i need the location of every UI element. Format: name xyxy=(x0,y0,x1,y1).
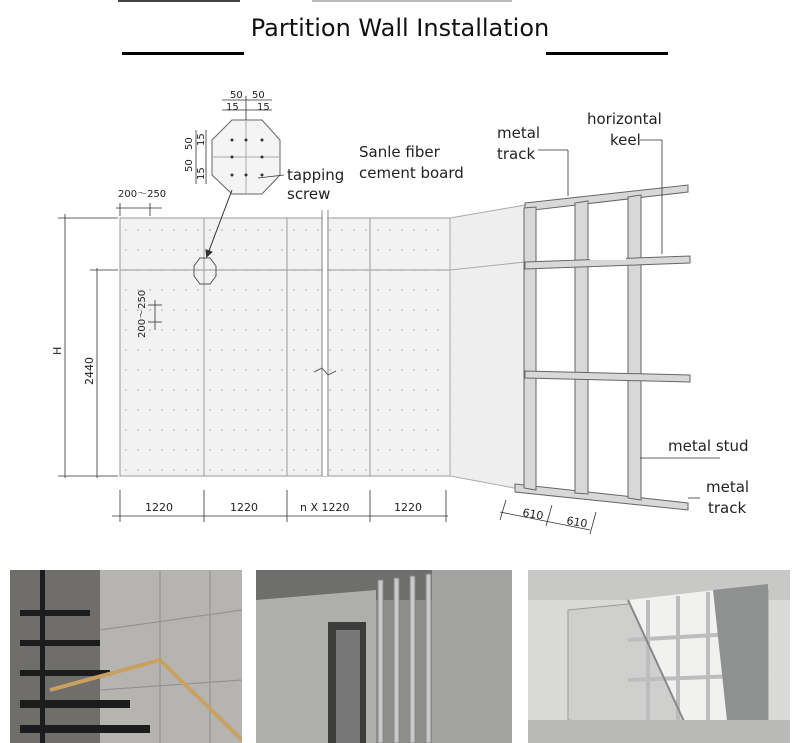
metal-track-bottom-label-line2: track xyxy=(708,499,747,517)
dim-edge-spacing: 200～250 xyxy=(118,189,167,200)
dim-top-15b: 15 xyxy=(257,102,270,113)
dim-vertical-spacing: 200～250 xyxy=(137,289,148,338)
metal-track-top-label-line2: track xyxy=(497,145,536,163)
dim-side-15b: 15 xyxy=(196,167,207,180)
metal-track-bottom-label-line1: metal xyxy=(706,478,750,496)
dim-top-15a: 15 xyxy=(226,102,239,113)
photo-frame-partition xyxy=(528,570,790,743)
board-label-line2: cement board xyxy=(359,164,464,182)
dim-side-50a: 50 xyxy=(184,137,195,150)
dim-width-2: 1220 xyxy=(230,501,258,514)
photo-staircase xyxy=(10,570,242,743)
dim-width-3: 1220 xyxy=(394,501,422,514)
tapping-screw-label-line1: tapping xyxy=(287,166,345,184)
dim-stud-spacing-2: 610 xyxy=(565,514,589,531)
dim-height-h: H xyxy=(51,346,64,355)
metal-track-top-label-line1: metal xyxy=(497,124,541,142)
horizontal-keel-label-line2: keel xyxy=(610,131,641,149)
dim-top-50b: 50 xyxy=(252,90,265,101)
dim-top-50a: 50 xyxy=(230,90,243,101)
dim-width-n: n X 1220 xyxy=(300,501,350,514)
page-title: Partition Wall Installation xyxy=(250,14,550,42)
metal-stud-label: metal stud xyxy=(668,437,749,455)
horizontal-keel-label-line1: horizontal xyxy=(587,110,662,128)
dim-side-50b: 50 xyxy=(184,159,195,172)
board-wall-front xyxy=(120,210,450,476)
dim-height-2440: 2440 xyxy=(83,357,96,385)
tapping-screw-label-line2: screw xyxy=(287,185,331,203)
dim-stud-spacing-1: 610 xyxy=(521,506,545,523)
dim-width-1: 1220 xyxy=(145,501,173,514)
board-label-line1: Sanle fiber xyxy=(359,143,440,161)
board-wall-perspective xyxy=(450,205,525,490)
photo-doorway xyxy=(256,570,512,743)
dim-side-15a: 15 xyxy=(196,133,207,146)
